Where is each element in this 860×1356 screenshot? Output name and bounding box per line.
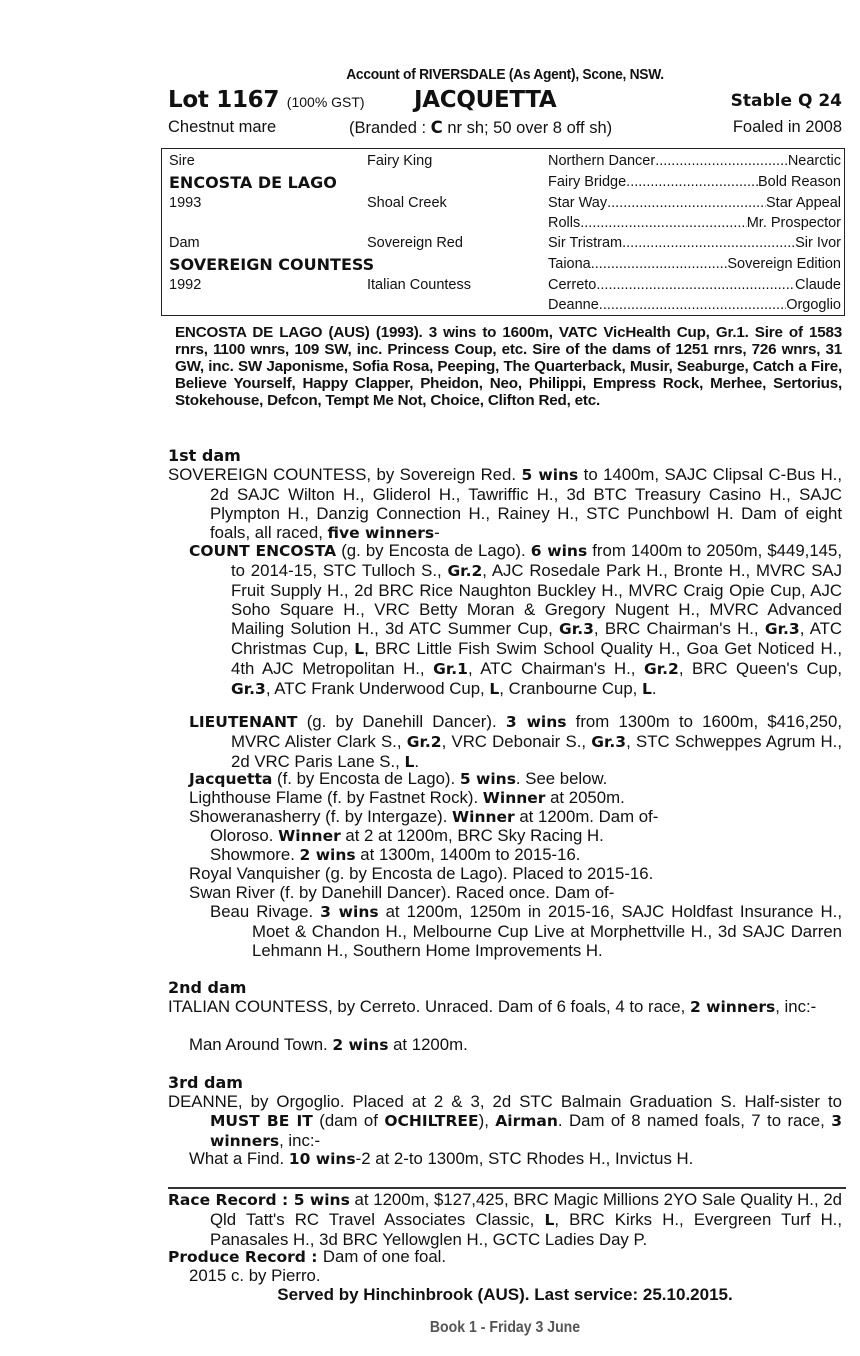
gen3-row: Cerreto ..... Claude: [548, 277, 841, 293]
progeny-lighthouse-flame: Lighthouse Flame (f. by Fastnet Rock). Winner at 2050m.: [189, 788, 625, 807]
foaled-year: Foaled in 2008: [732, 118, 842, 136]
second-dam-heading: 2nd dam: [168, 978, 247, 997]
race-record-label: Race Record :: [168, 1191, 294, 1209]
race-record: Race Record : 5 wins at 1200m, $127,425, BRC Magic Millions 2YO Sale Quality H., 2d Qld Tatt's RC Travel Associates Classic, L, BRC Kirks H., Evergreen Turf H., Panasales H., 3d BRC Yellowglen H., GCTC Ladies Day P.: [168, 1190, 843, 1249]
consignor-line: Account of RIVERSDALE (As Agent), Scone, NSW.: [346, 66, 664, 83]
gen3-row: Star Way ..... Star Appeal: [548, 195, 841, 211]
first-dam-heading: 1st dam: [168, 446, 241, 465]
produce-record: Produce Record : Dam of one foal.: [168, 1247, 447, 1266]
brand-mark: C: [430, 118, 443, 137]
color-sex: Chestnut mare: [168, 118, 277, 136]
page-footer: Book 1 - Friday 3 June: [429, 1319, 581, 1336]
second-dam-intro: ITALIAN COUNTESS, by Cerreto. Unraced. Dam of 6 foals, 4 to race, 2 winners, inc:-: [168, 997, 817, 1016]
brand-info: (Branded : C nr sh; 50 over 8 off sh): [349, 118, 613, 137]
service-note: Served by Hinchinbrook (AUS). Last service: 25.10.2015.: [277, 1285, 733, 1304]
grand-progeny-oloroso: Oloroso. Winner at 2 at 1200m, BRC Sky Racing H.: [210, 826, 604, 845]
progeny-royal-vanquisher: Royal Vanquisher (g. by Encosta de Lago). Placed to 2015-16.: [189, 864, 654, 883]
sire-label: Sire: [169, 153, 195, 169]
sire-sire: Fairy King: [367, 153, 433, 169]
horse-details: [168, 118, 842, 138]
dam-name: SOVEREIGN COUNTESS: [169, 255, 375, 274]
third-dam-heading: 3rd dam: [168, 1073, 243, 1092]
horse-name: JACQUETTA: [414, 87, 557, 113]
gen3-row: Fairy Bridge ..... Bold Reason: [548, 174, 841, 190]
progeny-lieutenant: LIEUTENANT (g. by Danehill Dancer). 3 wins from 1300m to 1600m, $416,250, MVRC Alister Clark S., Gr.2, VRC Debonair S., Gr.3, STC Schweppes Agrum H., 2d VRC Paris Lane S., L.: [189, 712, 843, 771]
dam-dam: Italian Countess: [367, 277, 471, 293]
gen3-row: Taiona ..... Sovereign Edition: [548, 256, 841, 272]
divider: [168, 1187, 846, 1189]
lot-number: Lot 1167 (100% GST): [168, 87, 365, 113]
dam-sire: Sovereign Red: [367, 235, 463, 251]
sire-dam: Shoal Creek: [367, 195, 447, 211]
gen3-row: Rolls ..... Mr. Prospector: [548, 215, 841, 231]
third-dam-progeny: What a Find. 10 wins-2 at 2-to 1300m, STC Rhodes H., Invictus H.: [189, 1149, 694, 1168]
gen3-row: Deanne ..... Orgoglio: [548, 297, 841, 313]
second-dam-progeny: Man Around Town. 2 wins at 1200m.: [189, 1035, 468, 1054]
dam-label: Dam: [169, 235, 200, 251]
stable-number: Stable Q 24: [730, 91, 842, 111]
grand-progeny-showmore: Showmore. 2 wins at 1300m, 1400m to 2015-16.: [210, 845, 581, 864]
produce-foal: 2015 c. by Pierro.: [189, 1266, 321, 1285]
progeny-swan-river: Swan River (f. by Danehill Dancer). Raced once. Dam of-: [189, 883, 615, 902]
first-dam-intro: SOVEREIGN COUNTESS, by Sovereign Red. 5 wins to 1400m, SAJC Clipsal C-Bus H., 2d SAJC Wilton H., Gliderol H., Tawriffic H., 3d BTC Treasury Casino H., SAJC Plympton H., Danzig Connection H., Rainey H., STC Punchbowl H. Dam of eight foals, all raced, five winners-: [168, 465, 843, 542]
progeny-count-encosta: COUNT ENCOSTA (g. by Encosta de Lago). 6 wins from 1400m to 2050m, $449,145, to 2014-15, STC Tulloch S., Gr.2, AJC Rosedale Park H., Bronte H., MVRC SAJ Fruit Supply H., 2d BRC Rice Naughton Buckley H., MVRC Craig Opie Cup, AJC Soho Square H., VRC Betty Moran & Gregory Nugent H., MVRC Advanced Mailing Solution H., 3d ATC Summer Cup, Gr.3, BRC Chairman's H., Gr.3, ATC Christmas Cup, L, BRC Little Fish Swim School Quality H., Goa Get Noticed H., 4th AJC Metropolitan H., Gr.1, ATC Chairman's H., Gr.2, BRC Queen's Cup, Gr.3, ATC Frank Underwood Cup, L, Cranbourne Cup, L.: [189, 541, 843, 698]
dam-year: 1992: [169, 277, 202, 293]
third-dam-intro: DEANNE, by Orgoglio. Placed at 2 & 3, 2d STC Balmain Graduation S. Half-sister to MUST BE IT (dam of OCHILTREE), Airman. Dam of 8 named foals, 7 to race, 3 winners, inc:-: [168, 1092, 842, 1150]
gen3-row: Northern Dancer ..... Nearctic: [548, 153, 841, 169]
gst-note: (100% GST): [286, 94, 365, 110]
gen3-row: Sir Tristram ..... Sir Ivor: [548, 235, 841, 251]
progeny-jacquetta: Jacquetta (f. by Encosta de Lago). 5 wins. See below.: [189, 769, 608, 788]
sire-summary: ENCOSTA DE LAGO (AUS) (1993). 3 wins to 1600m, VATC VicHealth Cup, Gr.1. Sire of 1583 rnrs, 1100 wnrs, 109 SW, inc. Princess Coup, etc. Sire of the dams of 1251 rnrs, 726 wnrs, 31 GW, inc. SW Japonisme, Sofia Rosa, Peeping, The Quarterback, Musir, Seaburge, Catch a Fire, Believe Yourself, Happy Clapper, Pheidon, Neo, Philippi, Empress Rock, Merhee, Sertorius, Stokehouse, Defcon, Tempt Me Not, Choice, Clifton Red, etc.: [175, 324, 842, 409]
sire-year: 1993: [169, 195, 202, 211]
pedigree-table: [161, 148, 845, 316]
progeny-showeranasherry: Showeranasherry (f. by Intergaze). Winner at 1200m. Dam of-: [189, 807, 659, 826]
grand-progeny-beau-rivage: Beau Rivage. 3 wins at 1200m, 1250m in 2015-16, SAJC Holdfast Insurance H., Moet & Chandon H., Melbourne Cup Live at Morphettville H., 3d SAJC Darren Lehmann H., Southern Home Improvements H.: [210, 902, 842, 960]
produce-record-label: Produce Record :: [168, 1248, 323, 1266]
sire-name: ENCOSTA DE LAGO: [169, 173, 337, 192]
lot-header: [168, 87, 842, 117]
